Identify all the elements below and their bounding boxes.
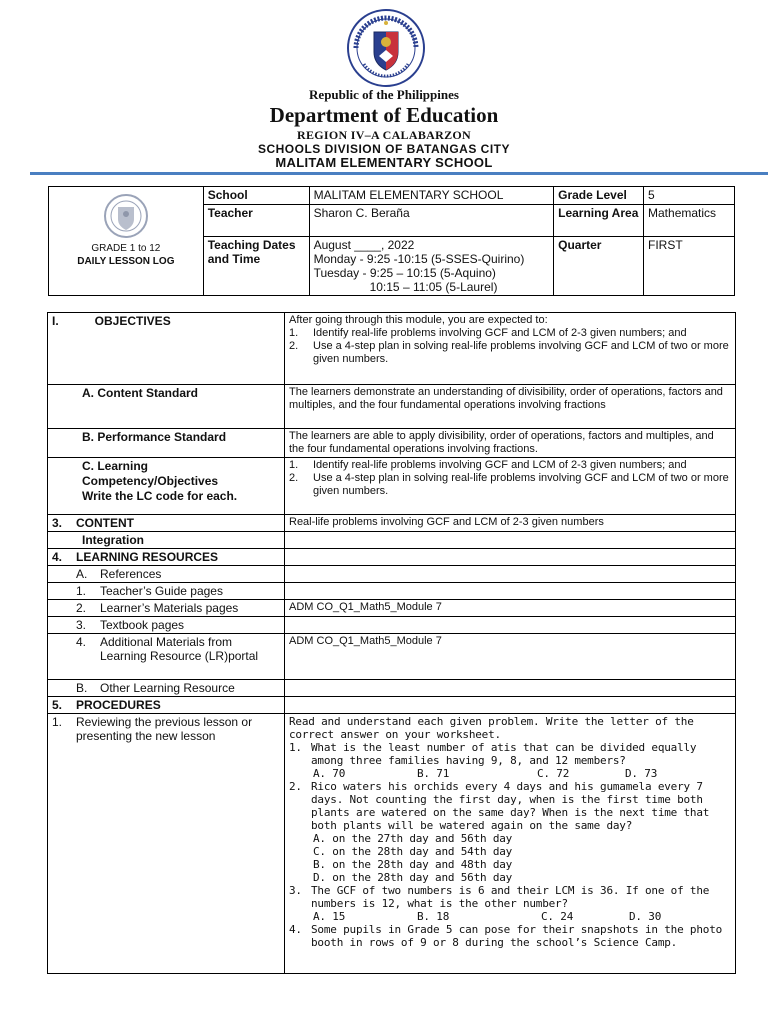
deped-seal-small-logo [98,193,154,239]
procedure-intro: Read and understand each given problem. Write the letter of the correct answer on your worksheet. [289,715,694,741]
lesson-plan-table [47,312,736,974]
list-item: 2. Use a 4-step plan in solving real-life problems involving GCF and LCM of two or more given numbers. [289,472,729,497]
content-label-cell [48,515,285,532]
procedure-step-value [285,714,736,974]
procedures-value [285,697,736,714]
procedure-step-label: Reviewing the previous lesson or presenting the new lesson [76,715,253,743]
procedures-label-cell [48,697,285,714]
school-heading: MALITAM ELEMENTARY SCHOOL [275,155,493,170]
content-standard-label-cell [48,385,285,429]
references-label: References [100,567,162,581]
dates-line: Monday - 9:25 -10:15 (5-SSES-Quirino) [313,252,525,266]
list-item: 1. Identify real-life problems involving GCF and LCM of 2-3 given numbers; and [289,327,687,339]
integration-value [285,532,736,549]
dates-line: Tuesday - 9:25 – 10:15 (5-Aquino) [313,266,496,280]
list-item: 1. What is the least number of atis that can be divided equally among three families having 9, 8, and 12 members? [289,741,697,767]
item-number: A. [76,567,88,581]
list-item: 3. The GCF of two numbers is 6 and their LCM is 36. If one of the numbers is 12, what is the other number? [289,884,710,910]
region-heading: REGION IV–A CALABARZON [297,128,471,142]
section-number: 3. [52,516,63,530]
content-standard-label: A. Content Standard [82,386,198,400]
other-resource-label-cell [48,680,285,697]
teacher-value: Sharon C. Beraña [309,205,554,237]
list-item: 4. Some pupils in Grade 5 can pose for their snapshots in the photo booth in rows of 9 or 8 during the school’s Science Camp. [289,923,723,949]
competency-label-line: C. Learning [82,459,149,473]
school-value: MALITAM ELEMENTARY SCHOOL [309,187,554,205]
learners-materials-label-cell [48,600,285,617]
answer-options: B. on the 28th day and 48th dayD. on the 28th day and 56th day [313,858,513,884]
teaching-dates-value [309,237,554,296]
competency-label-line: Competency/Objectives [82,474,219,488]
resources-label: LEARNING RESOURCES [76,550,219,564]
learners-materials-label: Learner’s Materials pages [100,601,239,615]
item-number: 1. [52,715,63,729]
header-rule [30,172,768,175]
procedure-step-label-cell [48,714,285,974]
dates-line: August ____, 2022 [313,238,415,252]
section-number: 5. [52,698,63,712]
objectives-label-cell [48,313,285,385]
content-standard-value: The learners demonstrate an understanding of divisibility, order of operations, factors and multiples, and the four fundamental operations involving fractions [285,385,736,429]
list-item: 2. Use a 4-step plan in solving real-life problems involving GCF and LCM of two or more given numbers. [289,340,729,365]
quarter-value: FIRST [644,237,735,296]
dates-line: 10:15 – 11:05 (5-Laurel) [369,280,498,294]
item-number: 3. [76,618,87,632]
answer-options: A. 15 B. 18 C. 24 D. 30 [313,910,662,923]
competency-label-cell [48,458,285,515]
resources-value [285,549,736,566]
integration-label-cell [48,532,285,549]
list-item: 1. Identify real-life problems involving GCF and LCM of 2-3 given numbers; and [289,459,687,471]
teaching-dates-label: Teaching Dates and Time [203,237,309,296]
objectives-label: OBJECTIVES [94,314,171,328]
grade-level-value: 5 [644,187,735,205]
teacher-label: Teacher [203,205,309,237]
quarter-label: Quarter [554,237,644,296]
lesson-log-header-table [48,186,735,296]
item-number: B. [76,681,88,695]
school-label: School [203,187,309,205]
references-label-cell [48,566,285,583]
department-heading: Department of Education [269,103,499,127]
performance-standard-value: The learners are able to apply divisibility, order of operations, factors and multiples, and the four fundamental operations involving fractions. [285,429,736,458]
textbook-label: Textbook pages [100,618,185,632]
references-value [285,566,736,583]
other-resource-value [285,680,736,697]
section-number: 4. [52,550,63,564]
procedures-label: PROCEDURES [76,698,161,712]
deped-seal-logo [346,8,426,88]
section-number: I. [52,314,59,328]
learning-area-value: Mathematics [644,205,735,237]
objectives-value-cell [285,313,736,385]
teachers-guide-label-cell [48,583,285,600]
learners-materials-value: ADM CO_Q1_Math5_Module 7 [285,600,736,617]
resources-label-cell [48,549,285,566]
item-number: 2. [76,601,87,615]
competency-label-line: Write the LC code for each. [82,489,238,503]
grade-level-label: Grade Level [554,187,644,205]
grade-range-label: GRADE 1 to 12 [91,243,161,254]
additional-materials-value: ADM CO_Q1_Math5_Module 7 [285,634,736,680]
log-title-cell [49,187,204,296]
other-resource-label: Other Learning Resource [100,681,235,695]
item-number: 4. [76,635,87,649]
additional-materials-label-cell [48,634,285,680]
performance-standard-label-cell [48,429,285,458]
additional-materials-label: Additional Materials from Learning Resource (LR)portal [100,635,259,663]
textbook-label-cell [48,617,285,634]
answer-options: A. 70 B. 71 C. 72 D. 73 [313,767,658,780]
teachers-guide-value [285,583,736,600]
list-item: 2. Rico waters his orchids every 4 days and his gumamela every 7 days. Not counting the first day, when is the first time both plants are watered on the same day? When is the next time that both plants will be watered again on the same day? [289,780,710,832]
item-number: 1. [76,584,87,598]
integration-label: Integration [82,533,144,547]
content-label: CONTENT [76,516,135,530]
performance-standard-label: B. Performance Standard [82,430,227,444]
republic-heading: Republic of the Philippines [309,87,459,102]
competency-value-cell [285,458,736,515]
daily-lesson-log-title: DAILY LESSON LOG [77,256,175,267]
division-heading: SCHOOLS DIVISION OF BATANGAS CITY [257,142,511,156]
learning-area-label: Learning Area [554,205,644,237]
answer-options: A. on the 27th day and 56th dayC. on the 28th day and 54th day [313,832,513,858]
content-value: Real-life problems involving GCF and LCM of 2-3 given numbers [285,515,736,532]
teachers-guide-label: Teacher’s Guide pages [100,584,223,598]
objectives-intro: After going through this module, you are expected to: [289,314,548,326]
textbook-value [285,617,736,634]
